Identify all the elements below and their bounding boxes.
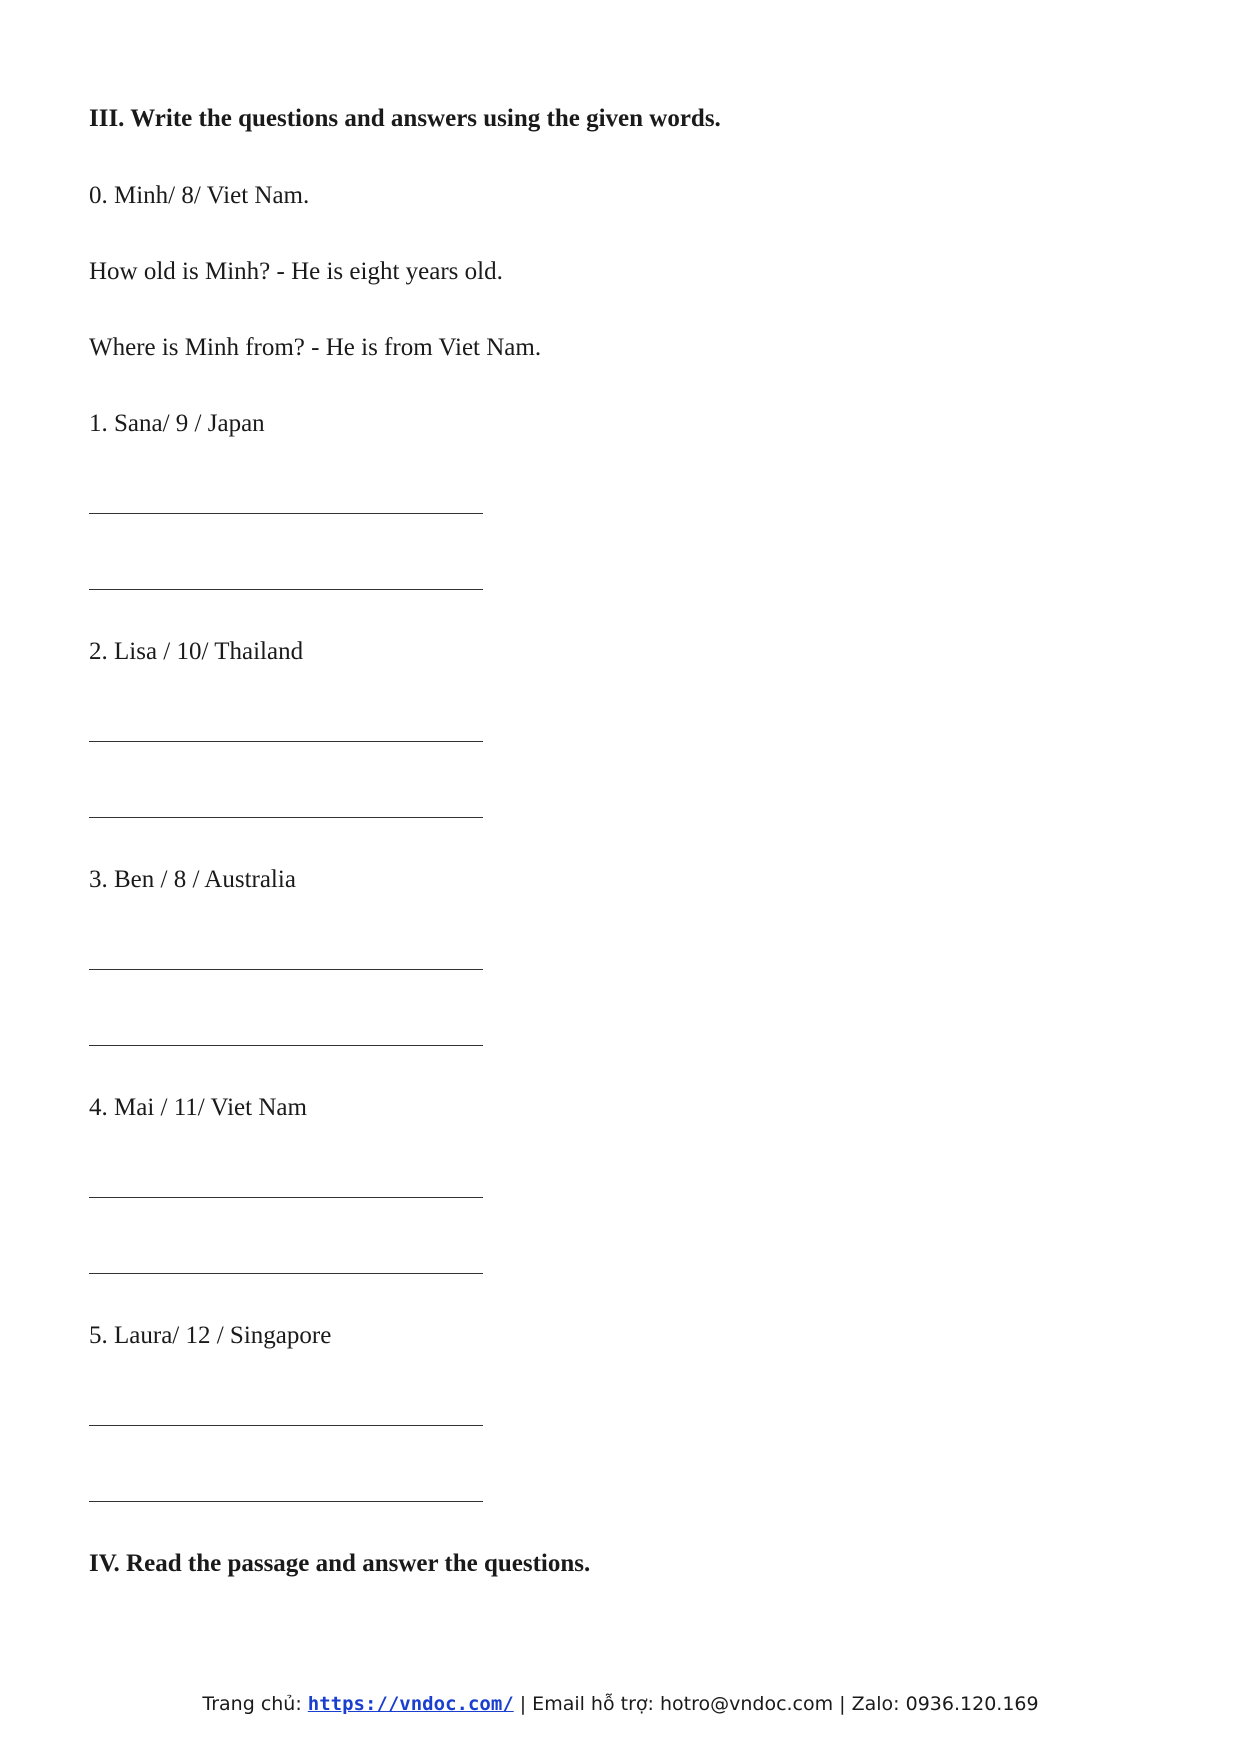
homepage-link[interactable]: https://vndoc.com/ [307, 1693, 514, 1715]
footer-contact: | Email hỗ trợ: hotro@vndoc.com | Zalo: 0936.120.169 [513, 1693, 1039, 1715]
footer-prefix: Trang chủ: [202, 1693, 308, 1715]
answer-blank[interactable] [89, 969, 483, 970]
answer-blank[interactable] [89, 1273, 483, 1274]
section-iii-heading: III. Write the questions and answers using the given words. [89, 105, 721, 132]
exercise-item-1: 1. Sana/ 9 / Japan [89, 410, 265, 437]
example-prompt: 0. Minh/ 8/ Viet Nam. [89, 182, 310, 209]
answer-blank[interactable] [89, 741, 483, 742]
answer-blank[interactable] [89, 817, 483, 818]
answer-blank[interactable] [89, 1501, 483, 1502]
page-footer [0, 1691, 1241, 1717]
exercise-item-5: 5. Laura/ 12 / Singapore [89, 1322, 332, 1349]
answer-blank[interactable] [89, 589, 483, 590]
example-answer-origin: Where is Minh from? - He is from Viet Nam. [89, 334, 542, 361]
exercise-item-4: 4. Mai / 11/ Viet Nam [89, 1094, 307, 1121]
example-answer-age: How old is Minh? - He is eight years old. [89, 258, 503, 285]
exercise-item-2: 2. Lisa / 10/ Thailand [89, 638, 304, 665]
answer-blank[interactable] [89, 1045, 483, 1046]
answer-blank[interactable] [89, 1425, 483, 1426]
section-iv-heading: IV. Read the passage and answer the questions. [89, 1550, 591, 1577]
answer-blank[interactable] [89, 1197, 483, 1198]
answer-blank[interactable] [89, 513, 483, 514]
exercise-item-3: 3. Ben / 8 / Australia [89, 866, 296, 893]
